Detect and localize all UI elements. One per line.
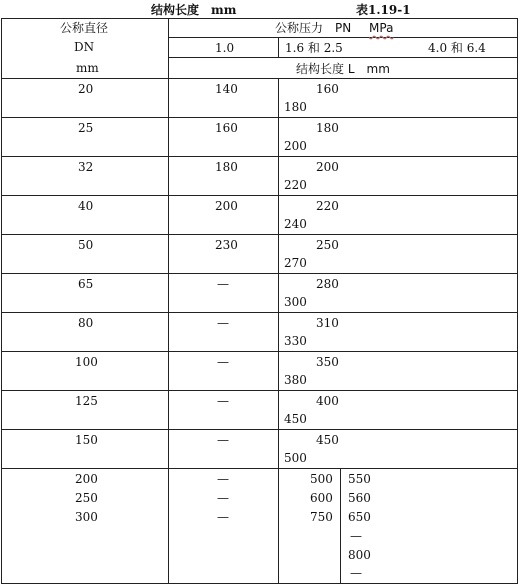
pressure-label: 公称压力 PN <box>275 21 352 35</box>
length-pn40: 800 <box>348 548 371 562</box>
length-pn16-a: 310 <box>316 316 339 330</box>
length-pn16-b: 200 <box>284 139 307 153</box>
length-pn40: 550 <box>348 472 371 486</box>
caption-table-number: 表1.19-1 <box>356 3 411 17</box>
length-pn10: 180 <box>215 160 238 174</box>
length-pn10: 230 <box>215 238 238 252</box>
length-pn16-a: 200 <box>316 160 339 174</box>
length-pn10: 200 <box>215 199 238 213</box>
header-mm: mm <box>76 61 99 75</box>
length-pn16-b: 300 <box>284 295 307 309</box>
header-structural-length: 结构长度 L mm <box>296 62 390 76</box>
length-pn40: — <box>350 566 362 580</box>
length-pn10: — <box>217 277 229 291</box>
pressure-unit: MPa <box>369 21 394 35</box>
dn-value: 65 <box>78 277 94 291</box>
length-pn16-b: 220 <box>284 178 307 192</box>
length-pn10: — <box>217 510 229 524</box>
length-pn16-b: 270 <box>284 256 307 270</box>
length-pn16-a: 400 <box>316 394 339 408</box>
length-pn16-a: 350 <box>316 355 339 369</box>
length-pn16-a: 450 <box>316 433 339 447</box>
dn-value: 32 <box>78 160 94 174</box>
length-pn16-a: 280 <box>316 277 339 291</box>
length-pn16: 600 <box>310 491 333 505</box>
dn-value: 200 <box>75 472 98 486</box>
length-pn16-b: 380 <box>284 373 307 387</box>
length-pn10: 140 <box>215 82 238 96</box>
caption-left: 结构长度 mm <box>151 3 237 17</box>
length-pn10: — <box>217 433 229 447</box>
pressure-1-0: 1.0 <box>215 41 235 55</box>
length-pn40: 560 <box>348 491 371 505</box>
length-pn16-b: 330 <box>284 334 307 348</box>
dn-value: 20 <box>78 82 94 96</box>
length-pn16-a: 180 <box>316 121 339 135</box>
pressure-1-6-2-5: 1.6 和 2.5 <box>285 41 343 55</box>
dn-value: 100 <box>75 355 98 369</box>
dn-value: 300 <box>75 510 98 524</box>
dn-value: 80 <box>78 316 94 330</box>
length-pn16-b: 450 <box>284 412 307 426</box>
length-pn10: 160 <box>215 121 238 135</box>
length-pn10: — <box>217 491 229 505</box>
length-pn16-b: 180 <box>284 100 307 114</box>
length-pn16: 750 <box>310 510 333 524</box>
header-dn: DN <box>74 40 95 54</box>
length-pn10: — <box>217 316 229 330</box>
length-pn16-a: 160 <box>316 82 339 96</box>
header-nominal-diameter: 公称直径 <box>60 21 109 35</box>
length-pn40: 650 <box>348 510 371 524</box>
length-pn10: — <box>217 355 229 369</box>
length-pn10: — <box>217 472 229 486</box>
header-nominal-pressure <box>275 21 393 35</box>
length-pn16-b: 240 <box>284 217 307 231</box>
length-pn40: — <box>350 529 362 543</box>
length-pn16-b: 500 <box>284 451 307 465</box>
length-pn10: — <box>217 394 229 408</box>
dn-value: 50 <box>78 238 94 252</box>
length-pn16: 500 <box>310 472 333 486</box>
dn-value: 125 <box>75 394 98 408</box>
pressure-4-0-6-4: 4.0 和 6.4 <box>428 41 486 55</box>
length-pn16-a: 220 <box>316 199 339 213</box>
length-pn16-a: 250 <box>316 238 339 252</box>
dn-value: 25 <box>78 121 94 135</box>
dn-value: 250 <box>75 491 98 505</box>
dn-value: 150 <box>75 433 98 447</box>
dn-value: 40 <box>78 199 94 213</box>
